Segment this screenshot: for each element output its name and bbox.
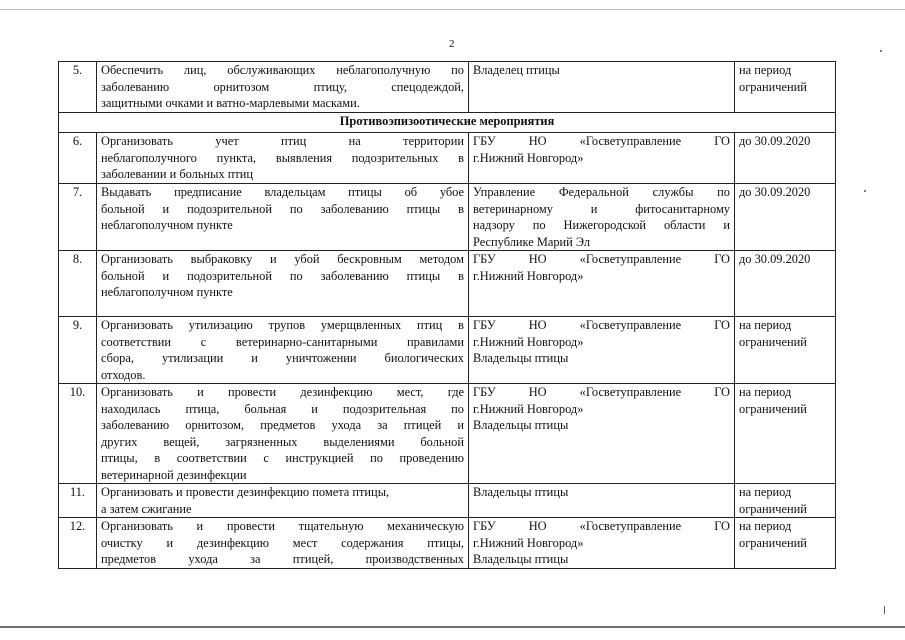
responsible-party: ГБУ НО «Госветуправление ГО г.Нижний Новгород» xyxy=(469,251,735,317)
deadline: на период ограничений xyxy=(735,384,836,484)
scan-edge-top xyxy=(0,9,905,10)
deadline: на период ограничений xyxy=(735,484,836,518)
row-number: 7. xyxy=(59,184,97,251)
table-row xyxy=(59,251,836,317)
table-row xyxy=(59,484,836,518)
row-number: 11. xyxy=(59,484,97,518)
row-number: 10. xyxy=(59,384,97,484)
row-number: 6. xyxy=(59,133,97,184)
scan-speck xyxy=(884,606,885,614)
responsible-party: ГБУ НО «Госветуправление ГО г.Нижний Новгород» Владельцы птицы xyxy=(469,384,735,484)
scan-edge-bottom xyxy=(0,626,905,628)
scan-speck xyxy=(880,50,882,52)
measure-description: Организовать учет птиц на территории неблагополучного пункта, выявления подозрительных в заболевании и больных птиц xyxy=(97,133,469,184)
table-row xyxy=(59,317,836,384)
page-number: 2 xyxy=(449,38,455,50)
row-number: 8. xyxy=(59,251,97,317)
measure-description: Организовать и провести дезинфекцию мест, где находилась птица, больная и подозрительная по заболеванию орнитозом, предметов ухода за птицей и других вещей, загрязненных выделениями больной птицы, в соответствии с инструкцией по проведению ветеринарной дезинфекции xyxy=(97,384,469,484)
table-row xyxy=(59,518,836,569)
deadline: на период ограничений xyxy=(735,62,836,113)
responsible-party: ГБУ НО «Госветуправление ГО г.Нижний Новгород» xyxy=(469,133,735,184)
measure-description: Организовать и провести дезинфекцию помета птицы, а затем сжигание xyxy=(97,484,469,518)
deadline: на период ограничений xyxy=(735,317,836,384)
measure-description: Организовать выбраковку и убой бескровным методом больной и подозрительной по заболеванию птицы в неблагополучном пункте xyxy=(97,251,469,317)
measures-table xyxy=(58,61,836,569)
scan-speck xyxy=(864,190,866,192)
responsible-party: Владельцы птицы xyxy=(469,484,735,518)
responsible-party: ГБУ НО «Госветуправление ГО г.Нижний Новгород» Владельцы птицы xyxy=(469,518,735,569)
deadline: до 30.09.2020 xyxy=(735,184,836,251)
deadline: на период ограничений xyxy=(735,518,836,569)
row-number: 12. xyxy=(59,518,97,569)
deadline: до 30.09.2020 xyxy=(735,251,836,317)
table-row xyxy=(59,62,836,113)
row-number: 5. xyxy=(59,62,97,113)
measure-description: Выдавать предписание владельцам птицы об убое больной и подозрительной по заболеванию птицы в неблагополучном пункте xyxy=(97,184,469,251)
table-row xyxy=(59,184,836,251)
measure-description: Организовать утилизацию трупов умерщвленных птиц в соответствии с ветеринарно-санитарными правилами сбора, утилизации и уничтожении биологических отходов. xyxy=(97,317,469,384)
section-row xyxy=(59,113,836,133)
responsible-party: Управление Федеральной службы по ветеринарному и фитосанитарному надзору по Нижегородской области и Республике Марий Эл xyxy=(469,184,735,251)
measure-description: Обеспечить лиц, обслуживающих неблагополучную по заболеванию орнитозом птицу, спецодеждой, защитными очками и ватно-марлевыми масками. xyxy=(97,62,469,113)
measure-description: Организовать и провести тщательную механическую очистку и дезинфекцию мест содержания птицы, предметов ухода за птицей, производственных xyxy=(97,518,469,569)
section-heading: Противоэпизоотические мероприятия xyxy=(59,113,836,133)
deadline: до 30.09.2020 xyxy=(735,133,836,184)
table-row xyxy=(59,384,836,484)
responsible-party: ГБУ НО «Госветуправление ГО г.Нижний Новгород» Владельцы птицы xyxy=(469,317,735,384)
table-row xyxy=(59,133,836,184)
row-number: 9. xyxy=(59,317,97,384)
responsible-party: Владелец птицы xyxy=(469,62,735,113)
